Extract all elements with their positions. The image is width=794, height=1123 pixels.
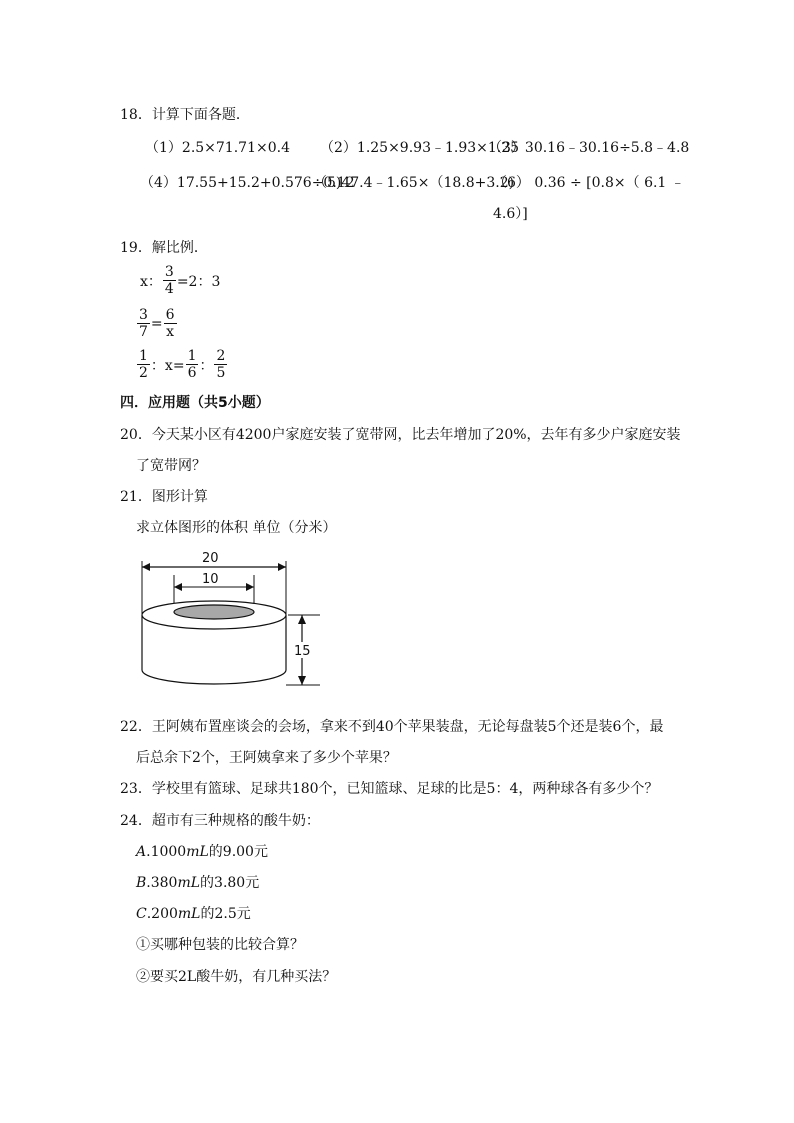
numerator: 3 [139, 307, 148, 323]
q24-option-b [136, 872, 259, 892]
q18-item-3: （3）30.16﹣30.16÷5.8﹣4.8 [488, 140, 690, 156]
eq3-colon: ： [199, 357, 214, 374]
q18-item-6: （6） 0.36 ÷ [0.8×（ 6.1 ﹣ [493, 175, 685, 191]
q24-option-c [136, 903, 251, 923]
q18-item-4: （4）17.55+15.2+0.576÷0.12 [140, 175, 355, 191]
arrowhead-right [246, 583, 254, 591]
fraction-1-2 [137, 348, 150, 381]
height-dimension-label: 15 [294, 644, 311, 659]
arrowhead-left [174, 583, 182, 591]
q20-line-2: 了宽带网？ [136, 458, 206, 474]
q19-equation-2 [136, 307, 178, 340]
option-label: C [136, 906, 147, 922]
section-4-heading: 四．应用题（共5小题） [120, 395, 270, 411]
hollow-cylinder-figure [128, 545, 328, 690]
q18-item-5: （5)47.4﹣1.65×（18.8+3.2) [313, 175, 515, 191]
eq1-suffix: =2：3 [176, 273, 221, 290]
q18-item-6-continued: 4.6）] [493, 206, 528, 222]
q21-subtitle: 求立体图形的体积 单位（分米） [136, 520, 337, 536]
q24-title: 24．超市有三种规格的酸牛奶： [120, 813, 320, 829]
option-label: B [136, 875, 147, 891]
q24-subquestion-2: ②要买2L酸牛奶，有几种买法？ [136, 969, 337, 985]
cylinder-hole [174, 605, 254, 619]
q21-title: 21．图形计算 [120, 489, 208, 505]
option-amount: .1000 [146, 844, 187, 860]
eq1-prefix: x： [140, 273, 162, 290]
option-label: A [136, 844, 147, 860]
option-unit: mL [177, 875, 201, 891]
option-price: 的9.00元 [208, 844, 268, 860]
denominator: x [166, 324, 175, 340]
arrowhead-right [278, 563, 286, 571]
denominator: 2 [139, 365, 148, 381]
arrowhead-down [298, 676, 306, 685]
q24-option-a [136, 841, 268, 861]
fraction-3-4 [163, 264, 176, 297]
denominator: 7 [139, 324, 148, 340]
arrowhead-up [298, 615, 306, 624]
numerator: 3 [164, 264, 174, 280]
fraction-2-5 [214, 348, 227, 381]
q19-equation-1 [140, 264, 220, 297]
option-unit: mL [186, 844, 209, 860]
q23-line-1: 23．学校里有篮球、足球共180个，已知篮球、足球的比是5：4，两种球各有多少个？ [120, 781, 659, 797]
q19-title: 19．解比例． [120, 240, 208, 256]
numerator: 1 [187, 348, 197, 364]
q18-item-2: （2）1.25×9.93﹣1.93×1.25 [320, 140, 520, 156]
denominator: 6 [187, 365, 197, 381]
inner-dimension-label: 10 [202, 572, 219, 587]
eq3-middle: ：x= [150, 357, 185, 374]
q19-equation-3 [136, 348, 228, 381]
equals-sign: = [150, 315, 163, 332]
denominator: 5 [216, 365, 226, 381]
q22-line-2: 后总余下2个，王阿姨拿来了多少个苹果？ [136, 750, 397, 766]
q20-line-1: 20．今天某小区有4200户家庭安装了宽带网，比去年增加了20%，去年有多少户家庭安装 [120, 427, 681, 443]
q18-title: 18．计算下面各题． [120, 107, 250, 123]
fraction-1-6 [186, 348, 199, 381]
q24-subquestion-1: ①买哪种包装的比较合算？ [136, 937, 304, 953]
outer-dimension-label: 20 [202, 551, 219, 566]
denominator: 4 [164, 281, 174, 297]
option-amount: .200 [146, 906, 178, 922]
numerator: 6 [165, 307, 175, 323]
numerator: 2 [216, 348, 226, 364]
option-unit: mL [177, 906, 201, 922]
option-price: 的3.80元 [200, 875, 260, 891]
fraction-3-7 [137, 307, 150, 340]
q18-item-1: （1）2.5×71.71×0.4 [145, 140, 290, 156]
option-price: 的2.5元 [200, 906, 251, 922]
fraction-6-x [164, 307, 177, 340]
q22-line-1: 22．王阿姨布置座谈会的会场，拿来不到40个苹果装盘，无论每盘装5个还是装6个，最 [120, 719, 664, 735]
numerator: 1 [139, 348, 148, 364]
option-amount: .380 [146, 875, 178, 891]
arrowhead-left [142, 563, 150, 571]
